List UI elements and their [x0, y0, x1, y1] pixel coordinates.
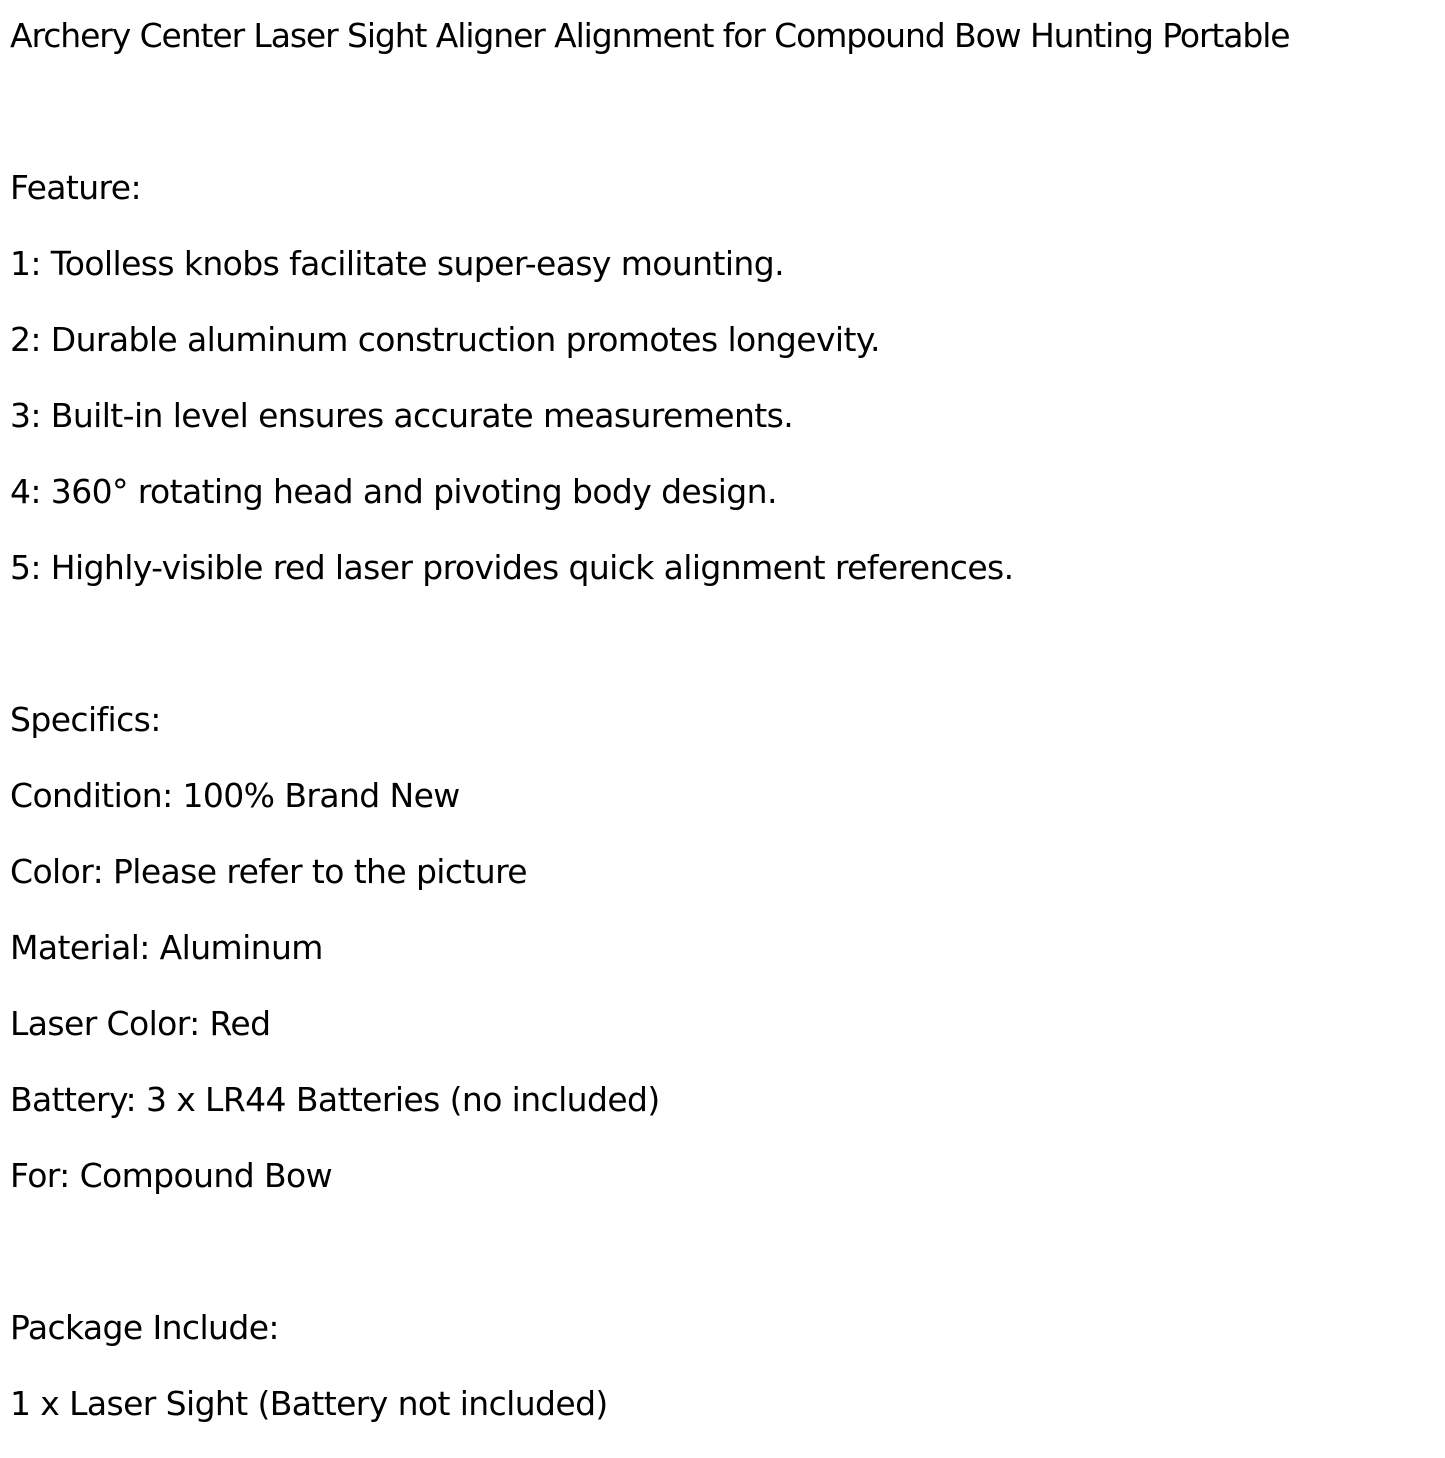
spacer [10, 622, 1440, 698]
spec-item: Color: Please refer to the picture [10, 852, 528, 891]
feature-item: 5: Highly-visible red laser provides quick alignment references. [10, 548, 1014, 587]
feature-item: 1: Toolless knobs facilitate super-easy mounting. [10, 244, 784, 283]
feature-item: 3: Built-in level ensures accurate measurements. [10, 396, 794, 435]
package-item: 1 x Laser Sight (Battery not included) [10, 1384, 608, 1423]
spec-item: Laser Color: Red [10, 1004, 271, 1043]
specifics-section [10, 698, 1440, 1230]
specifics-heading: Specifics: [10, 700, 161, 739]
feature-item: 2: Durable aluminum construction promotes longevity. [10, 320, 880, 359]
package-section [10, 1306, 1440, 1458]
spec-item: Condition: 100% Brand New [10, 776, 460, 815]
product-description [10, 14, 1440, 1458]
spacer [10, 90, 1440, 166]
spec-item: Battery: 3 x LR44 Batteries (no included) [10, 1080, 660, 1119]
product-title: Archery Center Laser Sight Aligner Alignment for Compound Bow Hunting Portable [10, 16, 1290, 55]
spacer [10, 1230, 1440, 1306]
package-heading: Package Include: [10, 1308, 279, 1347]
feature-section [10, 166, 1440, 622]
feature-item: 4: 360° rotating head and pivoting body design. [10, 472, 777, 511]
spec-item: For: Compound Bow [10, 1156, 332, 1195]
spec-item: Material: Aluminum [10, 928, 323, 967]
feature-heading: Feature: [10, 168, 142, 207]
